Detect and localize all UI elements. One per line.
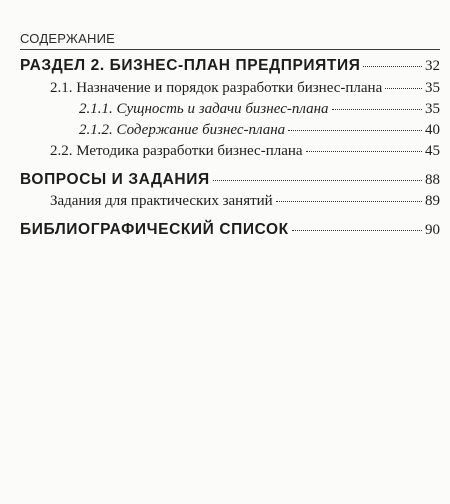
toc-entry-page: 88 <box>425 172 440 188</box>
toc-entry-page: 90 <box>425 222 440 238</box>
dot-leader <box>385 88 422 89</box>
dot-leader <box>292 230 422 231</box>
toc-entry-label: 2.2. Методика разработки бизнес-плана <box>50 143 303 159</box>
dot-leader <box>288 130 422 131</box>
toc-entry-label: РАЗДЕЛ 2. БИЗНЕС-ПЛАН ПРЕДПРИЯТИЯ <box>20 57 361 74</box>
dot-leader <box>213 180 422 181</box>
toc-entry-label: 2.1. Назначение и порядок разработки бизнес-плана <box>50 80 383 96</box>
toc-entry-label: 2.1.1. Сущность и задачи бизнес-плана <box>79 101 329 117</box>
dot-leader <box>363 66 422 67</box>
toc-entry-page: 35 <box>425 101 440 117</box>
toc-entry-page: 32 <box>425 58 440 74</box>
toc-entry-2-1[interactable] <box>50 80 440 97</box>
toc-entry-page: 40 <box>425 122 440 138</box>
toc-entry-questions[interactable] <box>20 171 440 189</box>
dot-leader <box>276 201 422 202</box>
toc-entry-practical-tasks[interactable] <box>50 193 440 210</box>
toc-entry-label: Задания для практических занятий <box>50 193 273 209</box>
toc-entry-label: ВОПРОСЫ И ЗАДАНИЯ <box>20 171 210 188</box>
toc-entry-bibliography[interactable] <box>20 221 440 239</box>
dot-leader <box>306 151 422 152</box>
toc-entry-2-1-1[interactable] <box>79 101 440 118</box>
header-rule <box>20 49 440 50</box>
toc-entry-page: 89 <box>425 193 440 209</box>
running-head: СОДЕРЖАНИЕ <box>20 31 116 46</box>
toc-entry-page: 45 <box>425 143 440 159</box>
toc-entry-section-2[interactable] <box>20 57 440 75</box>
toc-entry-2-1-2[interactable] <box>79 122 440 139</box>
dot-leader <box>332 109 422 110</box>
toc-entry-2-2[interactable] <box>50 143 440 160</box>
toc-entry-page: 35 <box>425 80 440 96</box>
toc-entry-label: БИБЛИОГРАФИЧЕСКИЙ СПИСОК <box>20 221 289 238</box>
toc-entry-label: 2.1.2. Содержание бизнес-плана <box>79 122 286 138</box>
